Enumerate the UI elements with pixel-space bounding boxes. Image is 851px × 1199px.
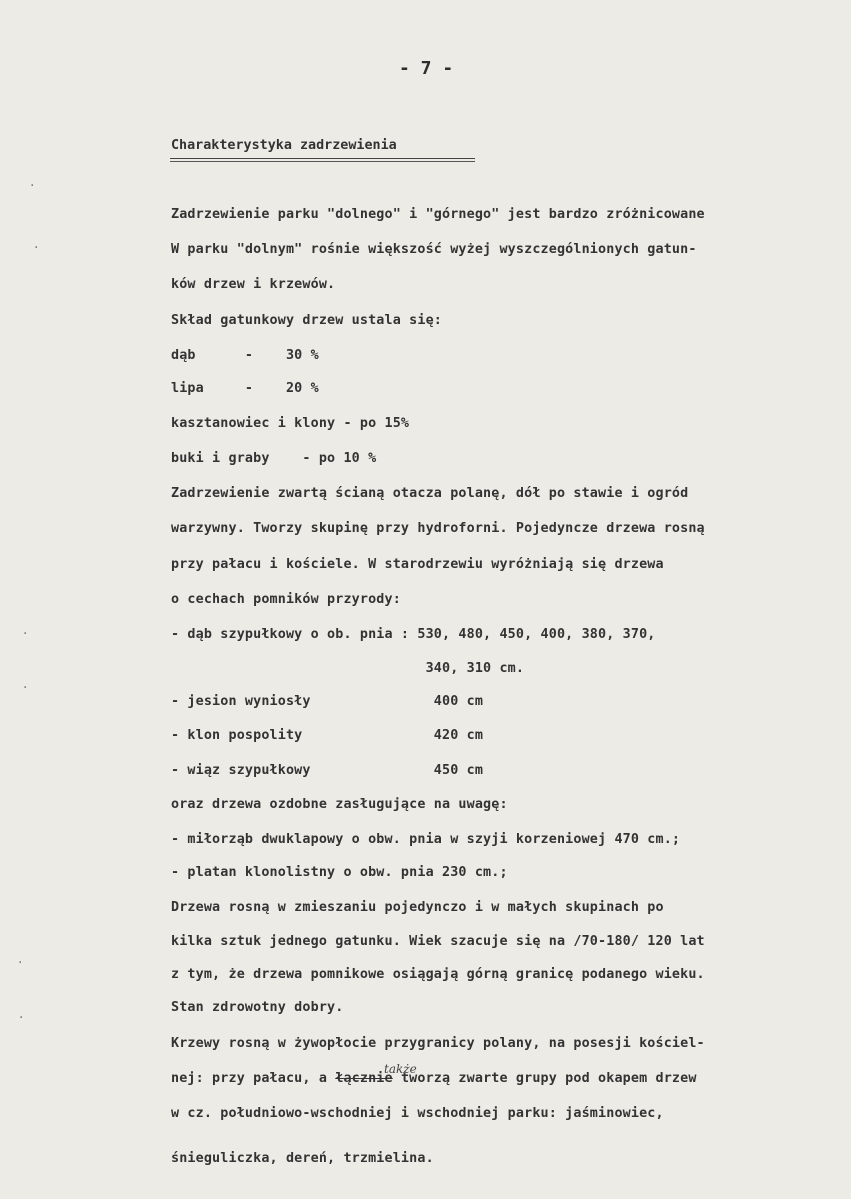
page-number: - 7 - [399, 58, 454, 79]
text-line: - wiąz szypułkowy 450 cm [171, 763, 484, 778]
margin-mark: · [34, 240, 39, 256]
text-line: przy pałacu i kościele. W starodrzewiu wyróżniają się drzewa [171, 557, 664, 572]
text-line: w cz. południowo-wschodniej i wschodniej parku: jaśminowiec, [171, 1106, 664, 1121]
text-line: 340, 310 cm. [171, 661, 525, 676]
heading-underline [170, 158, 475, 162]
margin-mark: · [23, 626, 28, 642]
text-line: lipa - 20 % [171, 381, 319, 396]
text-line: - klon pospolity 420 cm [171, 728, 484, 743]
text-line: Skład gatunkowy drzew ustala się: [171, 313, 442, 328]
struck-word: łącznie [335, 1071, 393, 1086]
text-line: Drzewa rosną w zmieszaniu pojedynczo i w małych skupinach po [171, 900, 664, 915]
text-line: oraz drzewa ozdobne zasługujące na uwagę: [171, 797, 508, 812]
margin-mark: · [23, 680, 28, 696]
text-line: - jesion wyniosły 400 cm [171, 694, 484, 709]
text-line: Zadrzewienie zwartą ścianą otacza polanę, dół po stawie i ogród [171, 486, 689, 501]
margin-mark: · [30, 178, 35, 194]
text-line: o cechach pomników przyrody: [171, 592, 401, 607]
text-line: Krzewy rosną w żywopłocie przygranicy polany, na posesji kościel- [171, 1036, 705, 1051]
text-line: nej: przy pałacu, a łącznie tworzą zwarte grupy pod okapem drzew [171, 1071, 697, 1086]
text-line: - miłorząb dwuklapowy o obw. pnia w szyji korzeniowej 470 cm.; [171, 832, 681, 847]
text-line: - platan klonolistny o obw. pnia 230 cm.; [171, 865, 508, 880]
text-line: warzywny. Tworzy skupinę przy hydroforni. Pojedyncze drzewa rosną [171, 521, 705, 536]
margin-mark: · [19, 1010, 24, 1026]
text-line: śnieguliczka, dereń, trzmielina. [171, 1151, 434, 1166]
text-line: kilka sztuk jednego gatunku. Wiek szacuje się na /70-180/ 120 lat [171, 934, 705, 949]
text-line: kasztanowiec i klony - po 15% [171, 416, 410, 431]
text-line: ków drzew i krzewów. [171, 277, 336, 292]
text-line: W parku "dolnym" rośnie większość wyżej wyszczególnionych gatun- [171, 242, 697, 257]
text-line: dąb - 30 % [171, 348, 319, 363]
section-heading: Charakterystyka zadrzewienia [171, 138, 397, 153]
margin-mark: · [18, 955, 23, 971]
text-line: buki i graby - po 10 % [171, 451, 377, 466]
text-line: z tym, że drzewa pomnikowe osiągają górną granicę podanego wieku. [171, 967, 705, 982]
handwritten-correction: także [384, 1062, 417, 1076]
text-line: Zadrzewienie parku "dolnego" i "górnego" jest bardzo zróżnicowane [171, 207, 705, 222]
text-line: - dąb szypułkowy o ob. pnia : 530, 480, 450, 400, 380, 370, [171, 627, 656, 642]
text-line: Stan zdrowotny dobry. [171, 1000, 344, 1015]
